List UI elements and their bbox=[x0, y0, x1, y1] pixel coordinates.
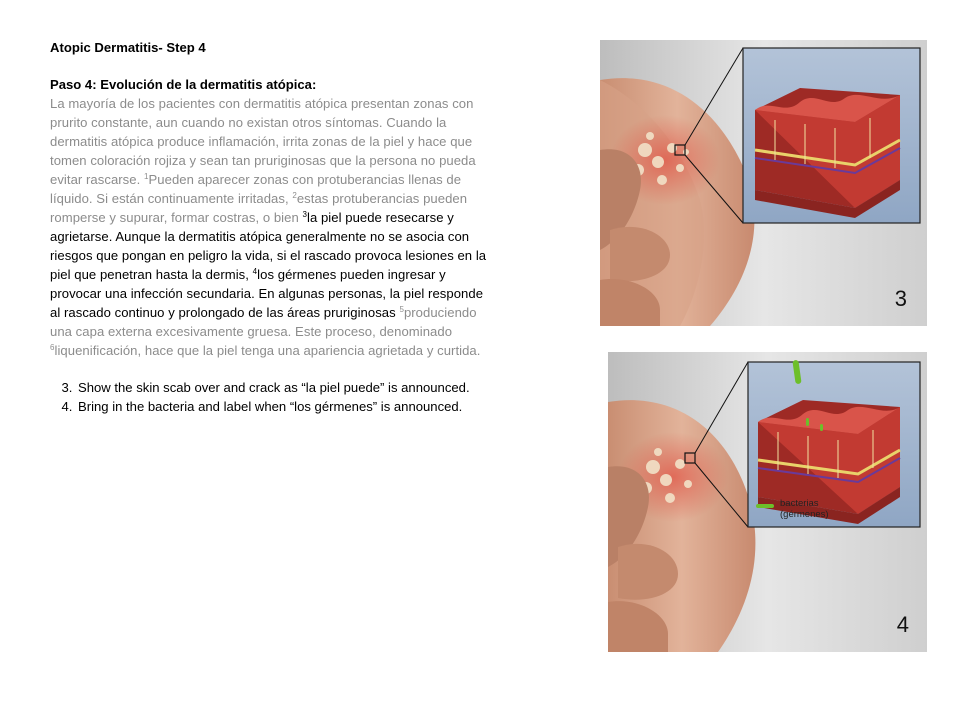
paragraph-segment-2: Pueden aparecer zonas con protuberancias llenas de líquido. Si están continuamente irritadas, bbox=[50, 172, 462, 206]
note-item: 3. Show the skin scab over and crack as “la piel puede” is announced. bbox=[76, 378, 490, 397]
panel-number-3: 3 bbox=[894, 286, 907, 311]
arm-skin-illustration bbox=[600, 40, 927, 326]
footnote-marker-5: 5 bbox=[399, 305, 404, 314]
paragraph-segment-3: estas protuberancias pueden romperse y supurar, formar costras, o bien bbox=[50, 191, 468, 225]
paragraph-segment-7: liquenificación, hace que la piel tenga una apariencia agrietada y curtida. bbox=[54, 343, 481, 358]
footnote-marker-2: 2 bbox=[292, 191, 297, 200]
illustration-panel-4 bbox=[608, 352, 927, 652]
illustration-panel-3 bbox=[600, 40, 927, 326]
body-paragraph bbox=[50, 94, 490, 360]
paragraph-segment-4: la piel puede resecarse y agrietarse. Aunque la dermatitis atópica generalmente no se asocia con riesgos que pongan en peligro la vida, si el rascado provoca lesiones en la piel que penetran hasta la dermis, bbox=[50, 210, 487, 282]
document-title: Atopic Dermatitis- Step 4 bbox=[50, 40, 206, 55]
panel-number-4: 4 bbox=[896, 612, 909, 637]
document-text bbox=[50, 38, 490, 416]
paragraph-segment-6: produciendo una capa externa excesivamente gruesa. Este proceso, denominado bbox=[50, 305, 477, 339]
note-item: 4. Bring in the bacteria and label when “los gérmenes” is announced. bbox=[76, 397, 490, 416]
arm-skin-bacteria-illustration bbox=[608, 352, 927, 652]
paragraph-segment-1: La mayoría de los pacientes con dermatitis atópica presentan zonas con prurito constante, aun cuando no existan otros síntomas. Cuando la dermatitis atópica produce inflamación, irrita zonas de la piel y hace que tomen coloración rojiza y sean tan pruriginosas que la persona no pueda evitar rascarse. bbox=[50, 96, 476, 187]
bacteria-legend-line-2: (gérmenes) bbox=[780, 509, 829, 520]
animation-notes-list bbox=[50, 378, 490, 416]
paragraph-segment-5: los gérmenes pueden ingresar y provocar una infección secundaria. En algunas personas, la piel responde al rascado continuo y prolongado de las áreas pruriginosas bbox=[50, 267, 484, 320]
footnote-marker-4: 4 bbox=[252, 267, 258, 276]
step-heading: Paso 4: Evolución de la dermatitis atópica: bbox=[50, 77, 317, 92]
bacteria-legend-line-1: bacterias bbox=[780, 498, 819, 509]
footnote-marker-1: 1 bbox=[144, 172, 149, 181]
bacteria-legend bbox=[780, 498, 829, 520]
footnote-marker-3: 3 bbox=[302, 210, 307, 219]
footnote-marker-6: 6 bbox=[50, 343, 55, 352]
